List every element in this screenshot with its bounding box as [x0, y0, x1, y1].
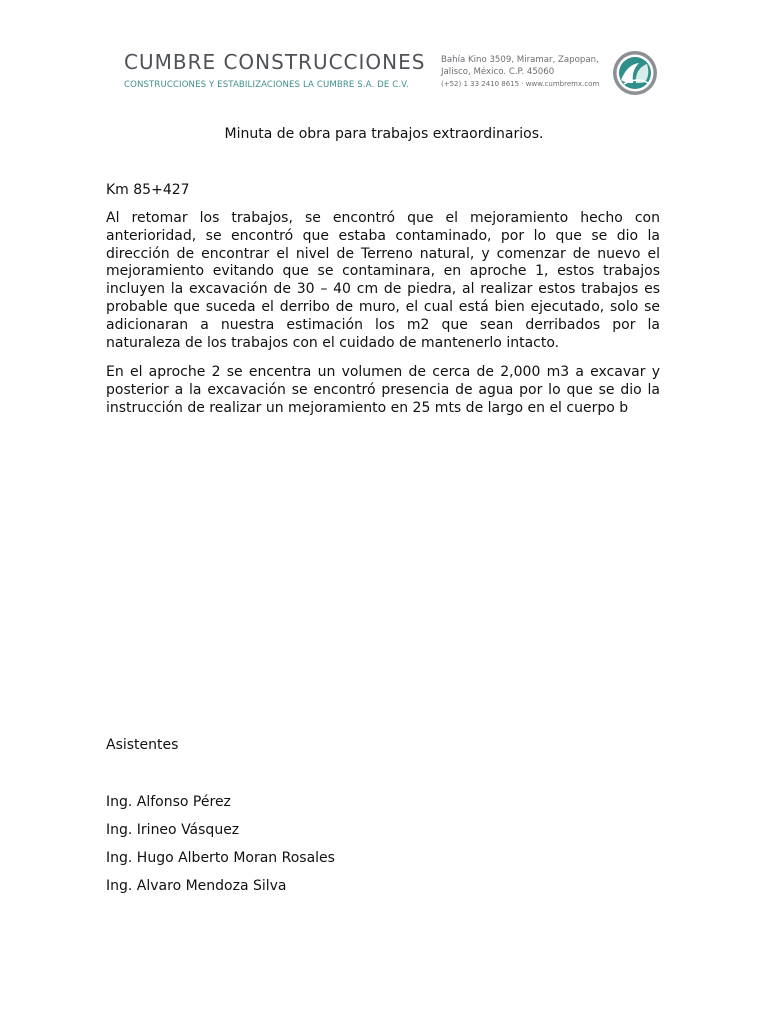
company-address	[441, 54, 599, 90]
attendees-label: Asistentes	[106, 737, 179, 753]
attendees-list	[106, 794, 335, 906]
paragraph-2: En el aproche 2 se encentra un volumen de cerca de 2,000 m3 a excavar y posterior a la excavación se encontró presencia de agua por lo que se dio la instrucción de realizar un mejoramiento en 25 mts de largo en el cuerpo b	[106, 364, 660, 416]
attendee-item: Ing. Hugo Alberto Moran Rosales	[106, 850, 335, 866]
company-name: CUMBRE CONSTRUCCIONES	[124, 50, 426, 74]
document-title: Minuta de obra para trabajos extraordinarios.	[224, 126, 544, 142]
address-line-1: Bahía Kino 3509, Miramar, Zapopan,	[441, 55, 599, 65]
letterhead	[0, 0, 768, 110]
location-km: Km 85+427	[106, 182, 190, 198]
company-subtitle: CONSTRUCCIONES Y ESTABILIZACIONES LA CUMBRE S.A. DE C.V.	[124, 80, 409, 90]
address-line-2: Jalisco, México. C.P. 45060	[441, 67, 555, 77]
cumbre-logo-icon	[612, 50, 658, 96]
paragraph-1: Al retomar los trabajos, se encontró que el mejoramiento hecho con anterioridad, se encontró que estaba contaminado, por lo que se dio la dirección de encontrar el nivel de Terreno natural, y comenzar de nuevo el mejoramiento evitando que se contaminara, en aproche 1, estos trabajos incluyen la excavación de 30 – 40 cm de piedra, al realizar estos trabajos es probable que suceda el derribo de muro, el cual está bien ejecutado, solo se adicionaran a nuestra estimación los m2 que sean derribados por la naturaleza de los trabajos con el cuidado de mantenerlo intacto.	[106, 210, 660, 351]
contact-line: (+52) 1 33 2410 8615 · www.cumbremx.com	[441, 80, 600, 88]
attendee-item: Ing. Alvaro Mendoza Silva	[106, 878, 287, 894]
attendee-item: Ing. Alfonso Pérez	[106, 794, 231, 810]
attendee-item: Ing. Irineo Vásquez	[106, 822, 240, 838]
